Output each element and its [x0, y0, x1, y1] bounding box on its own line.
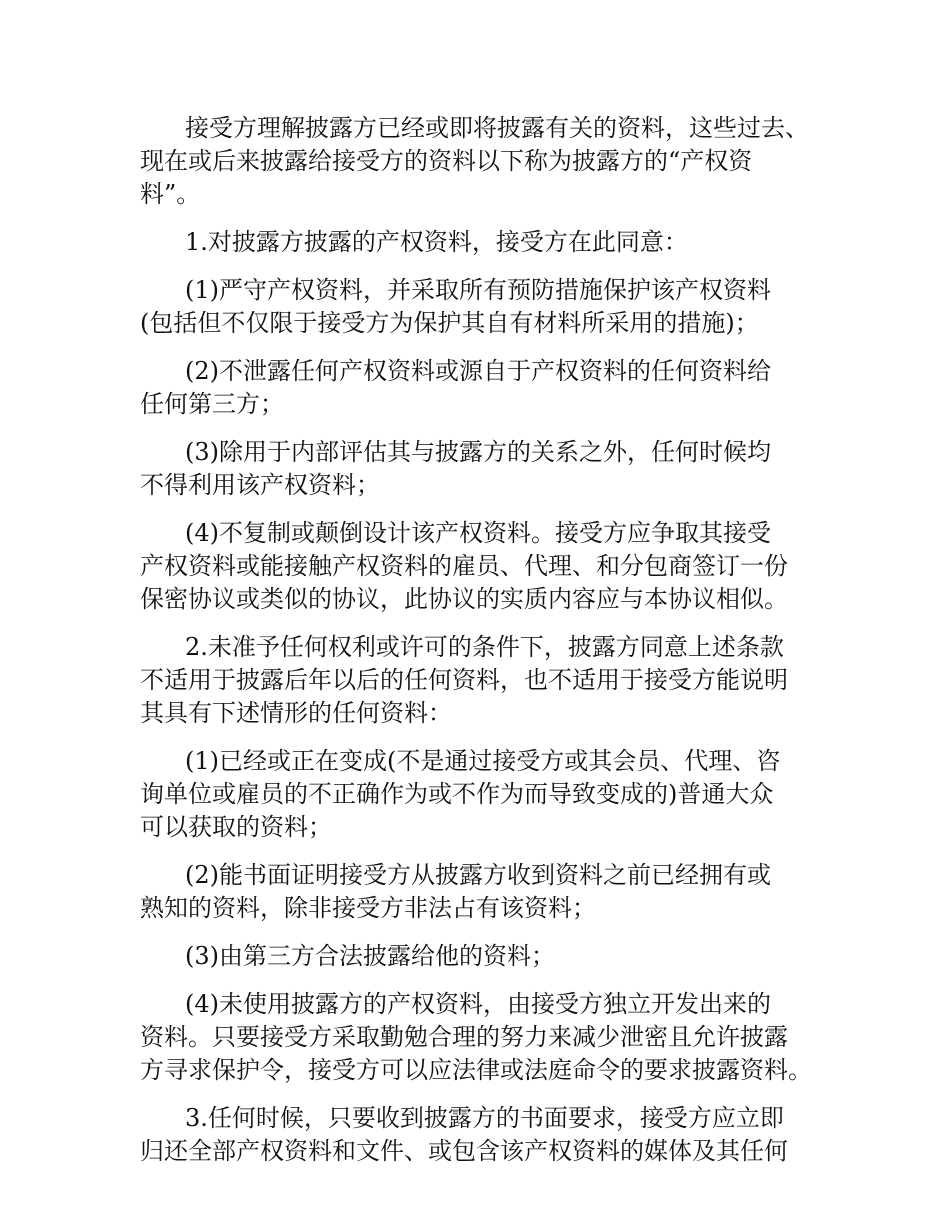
paragraph-clause-1-item-4: (4)不复制或颠倒设计该产权资料。接受方应争取其接受 产权资料或能接触产权资料的雇员、代理、和分包商签订一份 保密协议或类似的协议，此协议的实质内容应与本协议相似。: [140, 519, 788, 613]
document-body: [140, 112, 820, 1168]
paragraph-clause-2-item-1: (1)已经或正在变成(不是通过接受方或其会员、代理、咨 询单位或雇员的不正确作为或不作为而导致变成的)普通大众 可以获取的资料；: [140, 747, 781, 841]
paragraph-clause-1-item-2: (2)不泄露任何产权资料或源自于产权资料的任何资料给 任何第三方；: [140, 357, 771, 418]
paragraph-clause-2-item-3: (3)由第三方合法披露给他的资料；: [185, 942, 555, 970]
paragraph-clause-1-item-3: (3)除用于内部评估其与披露方的关系之外，任何时候均 不得利用该产权资料；: [140, 438, 771, 499]
paragraph-clause-1-item-1: (1)严守产权资料，并采取所有预防措施保护该产权资料 (包括但不仅限于接受方为保护其自有材料所采用的措施)；: [140, 276, 771, 337]
paragraph-clause-2: 2.未准予任何权利或许可的条件下，披露方同意上述条款 不适用于披露后年以后的任何资料，也不适用于接受方能说明 其具有下述情形的任何资料：: [140, 633, 788, 727]
paragraph-intro: 接受方理解披露方已经或即将披露有关的资料，这些过去、 现在或后来披露给接受方的资料以下称为披露方的“产权资 料”。: [140, 114, 809, 208]
paragraph-clause-3: 3.任何时候，只要收到披露方的书面要求，接受方应立即 归还全部产权资料和文件、或包含该产权资料的媒体及其任何: [140, 1104, 788, 1165]
paragraph-clause-2-item-4: (4)未使用披露方的产权资料，由接受方独立开发出来的 资料。只要接受方采取勤勉合理的努力来减少泄密且允许披露 方寻求保护令，接受方可以应法律或法庭命令的要求披露资料。: [140, 990, 812, 1084]
paragraph-clause-2-item-2: (2)能书面证明接受方从披露方收到资料之前已经拥有或 熟知的资料，除非接受方非法占有该资料；: [140, 861, 771, 922]
paragraph-clause-1: 1.对披露方披露的产权资料，接受方在此同意：: [185, 228, 688, 256]
